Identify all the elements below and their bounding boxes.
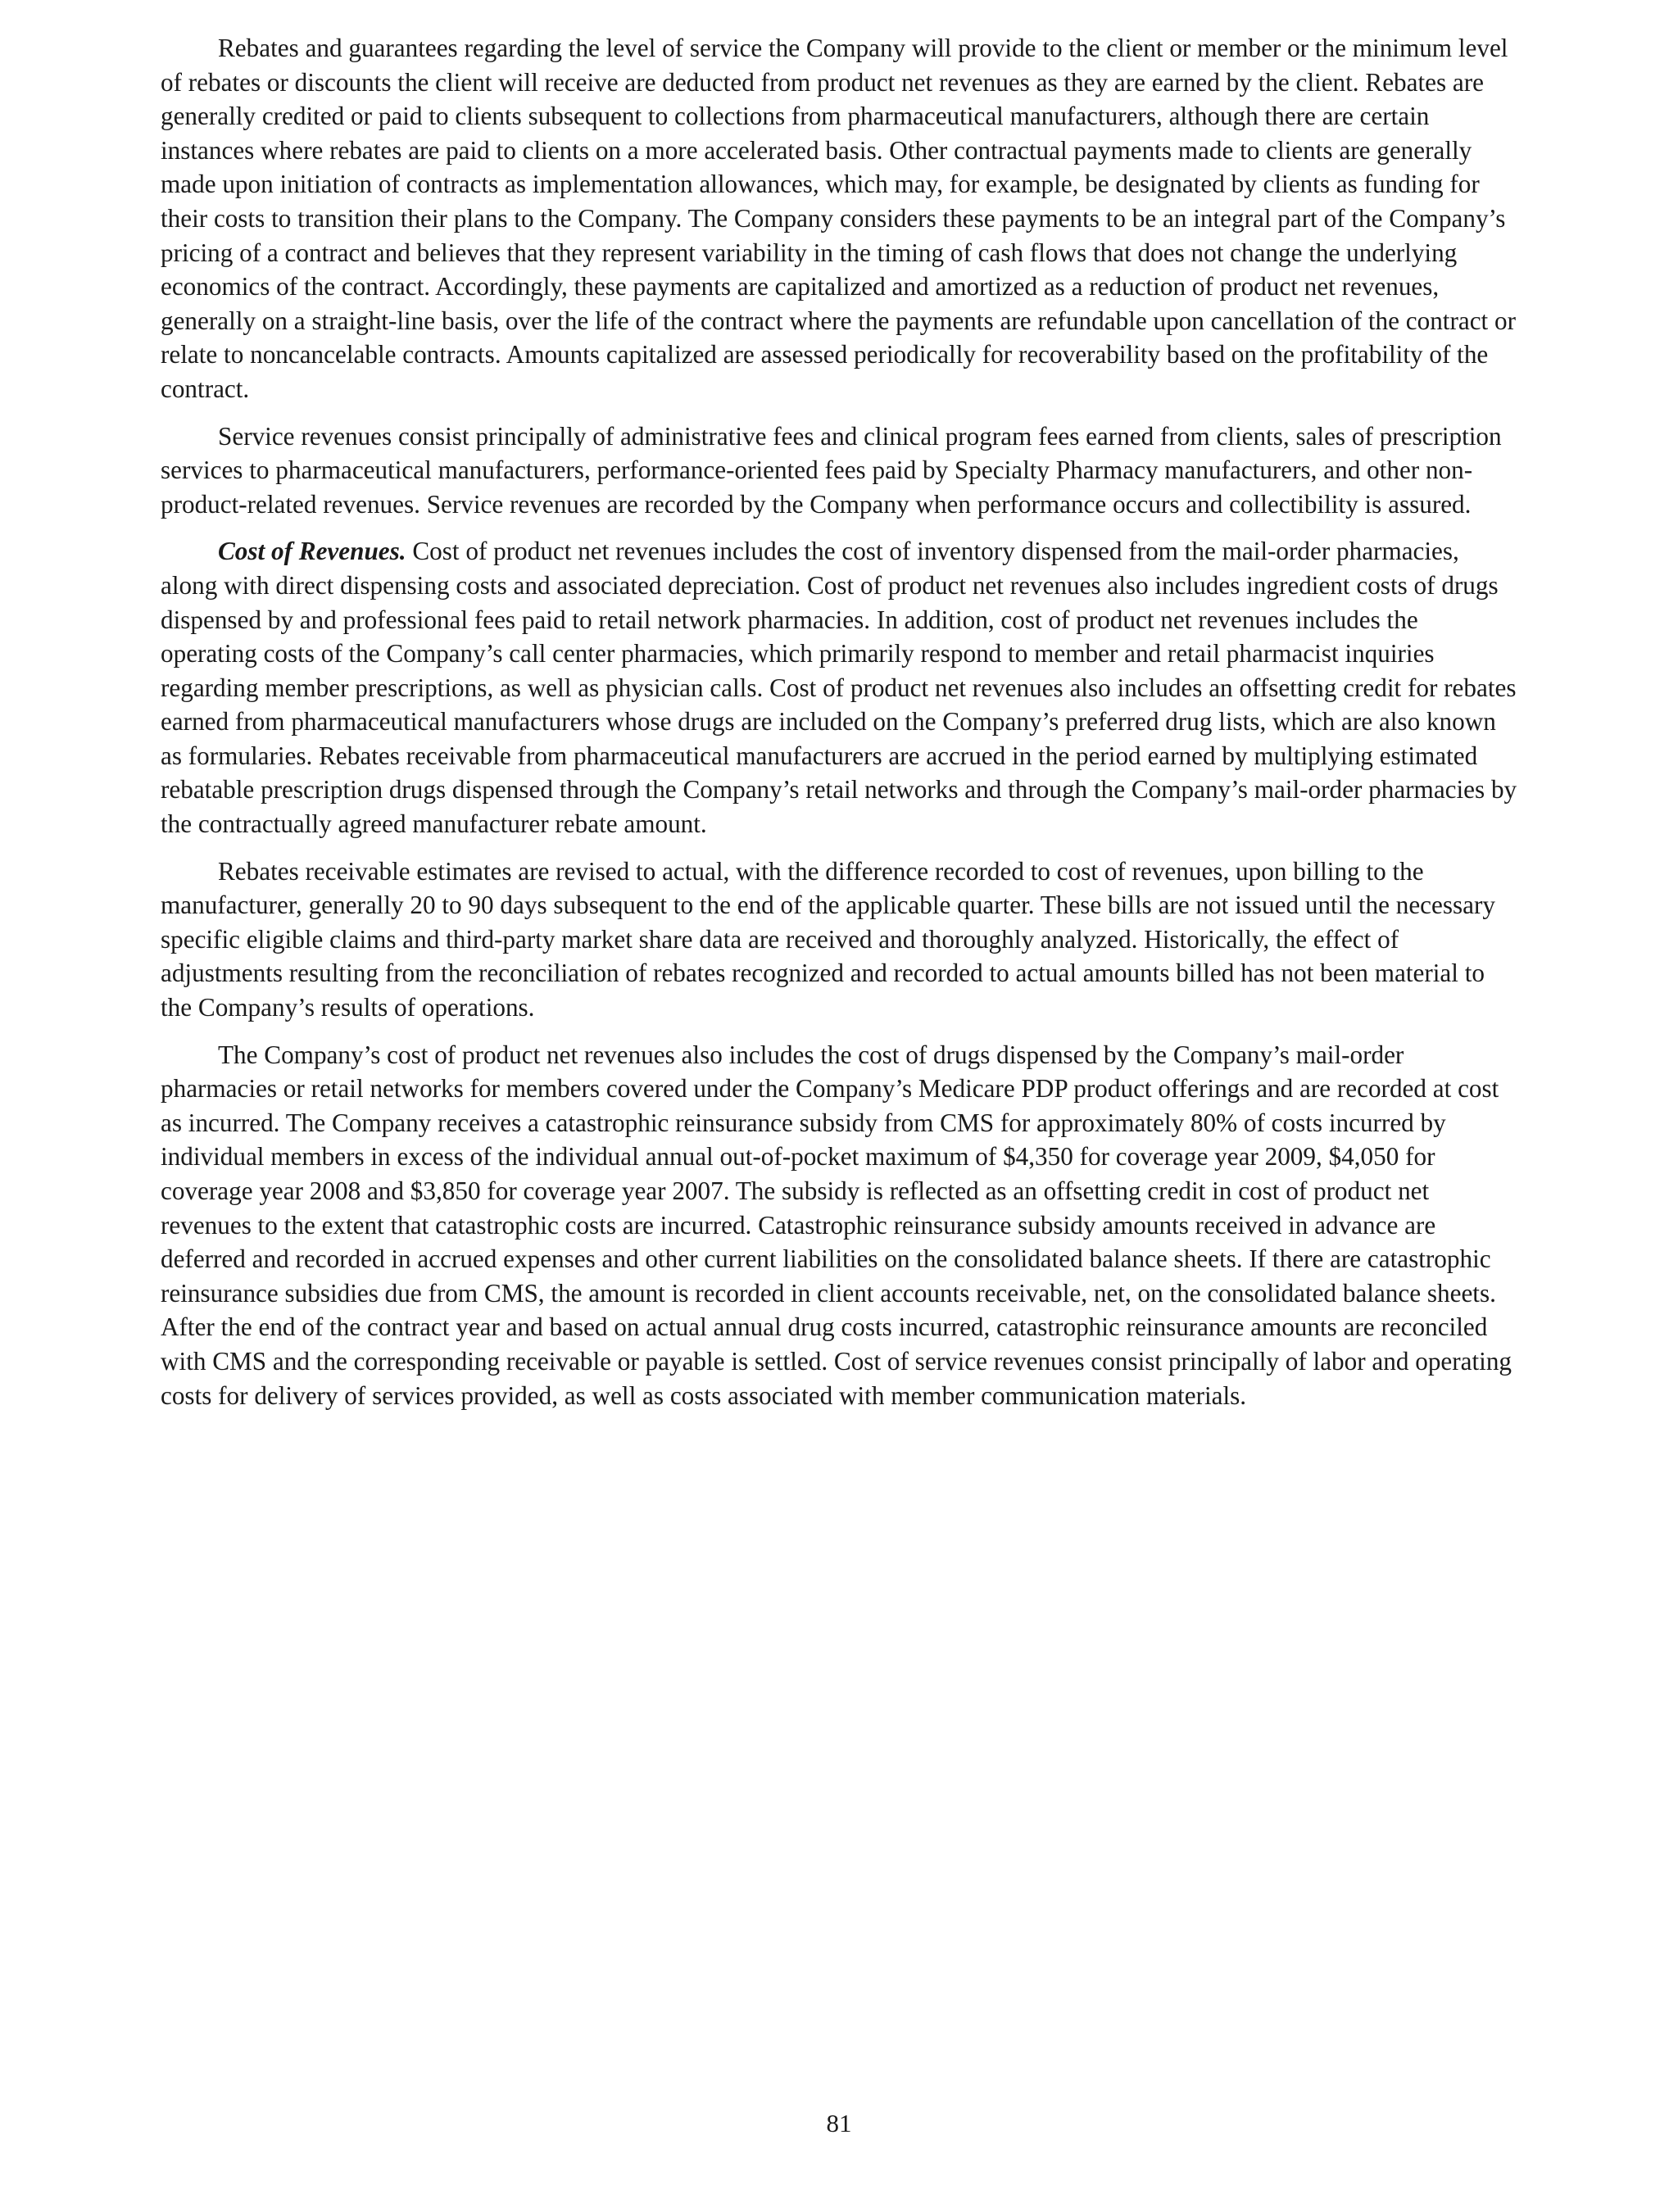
paragraph-text: Rebates receivable estimates are revised to actual, with the difference recorded to cost of revenues, upon billing to the manufacturer, generally 20 to 90 days subsequent to the end of the applicable quarter. These bills are not issued until the necessary specific eligible claims and third-party market share data are received and thoroughly analyzed. Historically, the effect of adjustments resulting from the reconciliation of rebates recognized and recorded to actual amounts billed has not been material to the Company’s results of operations. <box>161 856 1495 1022</box>
paragraph-text: Rebates and guarantees regarding the level of service the Company will provide to the client or member or the minimum level of rebates or discounts the client will receive are deducted from product net revenues as they are earned by the client. Rebates are generally credited or paid to clients subsequent to collections from pharmaceutical manufacturers, although there are certain instances where rebates are paid to clients on a more accelerated basis. Other contractual payments made to clients are generally made upon initiation of contracts as implementation allowances, which may, for example, be designated by clients as funding for their costs to transition their plans to the Company. The Company considers these payments to be an integral part of the Company’s pricing of a contract and believes that they represent variability in the timing of cash flows that does not change the underlying economics of the contract. Accordingly, these payments are capitalized and amortized as a reduction of product net revenues, generally on a straight-line basis, over the life of the contract where the payments are refundable upon cancellation of the contract or relate to noncancelable contracts. Amounts capitalized are assessed periodically for recoverability based on the profitability of the contract. <box>161 34 1516 403</box>
paragraph-text: The Company’s cost of product net revenues also includes the cost of drugs dispensed by the Company’s mail-order pharmacies or retail networks for members covered under the Company’s Medicare PDP product offerings and are recorded at cost as incurred. The Company receives a catastrophic reinsurance subsidy from CMS for approximately 80% of costs incurred by individual members in excess of the individual annual out-of-pocket maximum of $4,350 for coverage year 2009, $4,050 for coverage year 2008 and $3,850 for coverage year 2007. The subsidy is reflected as an offsetting credit in cost of product net revenues to the extent that catastrophic costs are incurred. Catastrophic reinsurance subsidy amounts received in advance are deferred and recorded in accrued expenses and other current liabilities on the consolidated balance sheets. If there are catastrophic reinsurance subsidies due from CMS, the amount is recorded in client accounts receivable, net, on the consolidated balance sheets. After the end of the contract year and based on actual annual drug costs incurred, catastrophic reinsurance amounts are reconciled with CMS and the corresponding receivable or payable is settled. Cost of service revenues consist principally of labor and operating costs for delivery of services provided, as well as costs associated with member communication materials. <box>161 1040 1512 1410</box>
paragraph-medicare-pdp-costs <box>161 1038 1519 1413</box>
paragraph-service-revenues <box>161 419 1519 522</box>
document-body <box>161 31 1519 1426</box>
page-number: 81 <box>826 2109 852 2137</box>
paragraph-text: Cost of product net revenues includes the cost of inventory dispensed from the mail-order pharmacies, along with direct dispensing costs and associated depreciation. Cost of product net revenues also includes ingredient costs of drugs dispensed by and professional fees paid to retail network pharmacies. In addition, cost of product net revenues includes the operating costs of the Company’s call center pharmacies, which primarily respond to member and retail pharmacist inquiries regarding member prescriptions, as well as physician calls. Cost of product net revenues also includes an offsetting credit for rebates earned from pharmaceutical manufacturers whose drugs are included on the Company’s preferred drug lists, which are also known as formularies. Rebates receivable from pharmaceutical manufacturers are accrued in the period earned by multiplying estimated rebatable prescription drugs dispensed through the Company’s retail networks and through the Company’s mail-order pharmacies by the contractually agreed manufacturer rebate amount. <box>161 537 1517 839</box>
paragraph-rebates-guarantees <box>161 31 1519 406</box>
paragraph-text: Service revenues consist principally of administrative fees and clinical program fees earned from clients, sales of prescription services to pharmaceutical manufacturers, performance-oriented fees paid by Specialty Pharmacy manufacturers, and other non-product-related revenues. Service revenues are recorded by the Company when performance occurs and collectibility is assured. <box>161 421 1502 519</box>
section-heading-cost-of-revenues: Cost of Revenues. <box>218 537 406 566</box>
paragraph-cost-of-revenues <box>161 534 1519 841</box>
paragraph-rebates-receivable <box>161 854 1519 1025</box>
